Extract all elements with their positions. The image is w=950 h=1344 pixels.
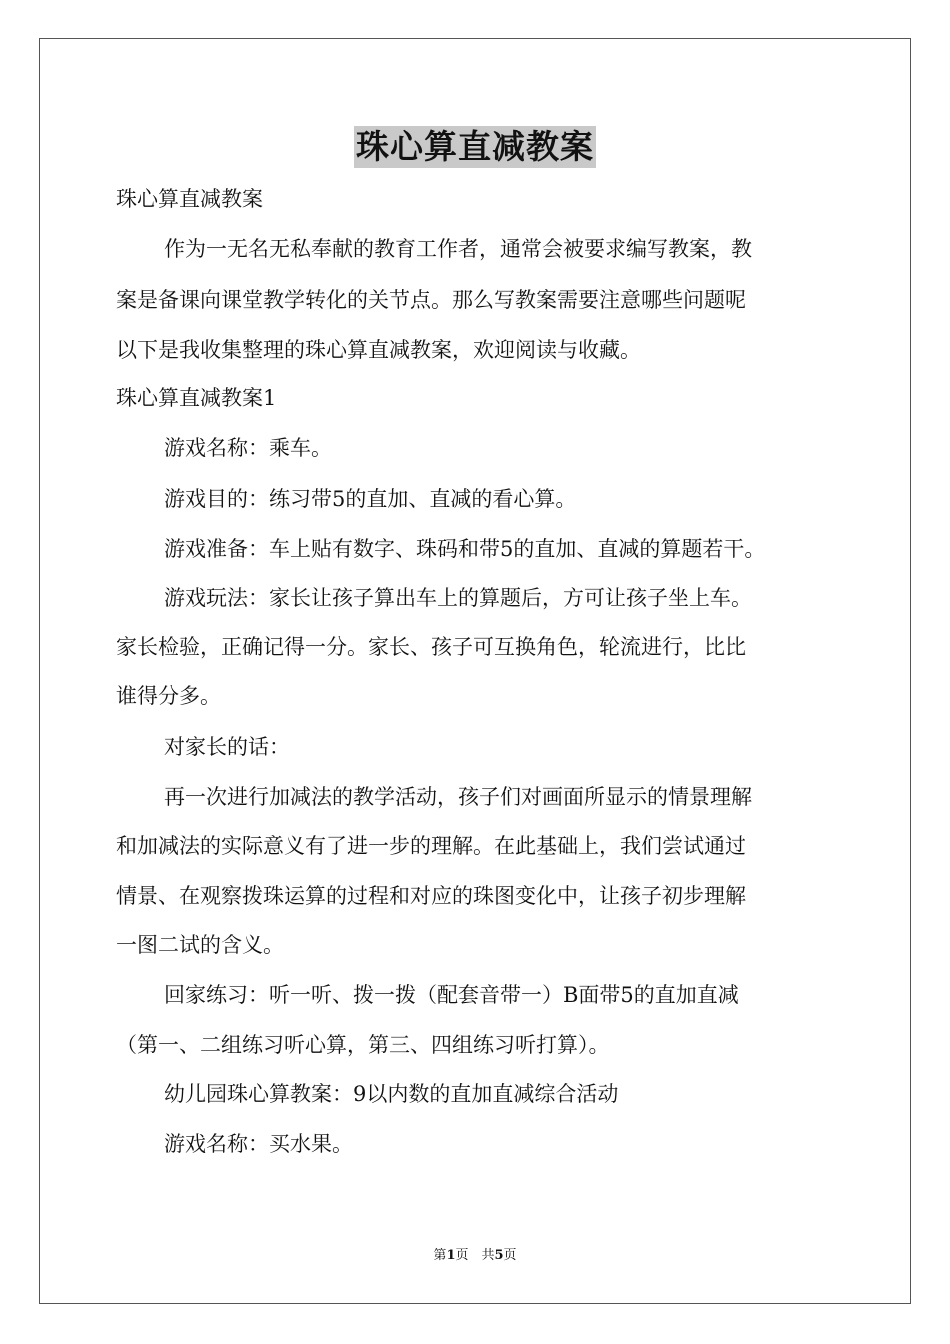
paragraph-line: 游戏名称：乘车。 — [164, 436, 332, 460]
paragraph-line: 谁得分多。 — [116, 684, 221, 708]
paragraph-line: 情景、在观察拨珠运算的过程和对应的珠图变化中，让孩子初步理解 — [116, 884, 746, 908]
paragraph-line: 游戏准备：车上贴有数字、珠码和带5的直加、直减的算题若干。 — [164, 537, 766, 561]
footer-current-page: 1 — [446, 1248, 456, 1263]
footer-suffix: 页 — [503, 1248, 517, 1263]
footer-total-pages: 5 — [494, 1248, 504, 1263]
subtitle-line: 珠心算直减教案 — [116, 187, 263, 211]
paragraph-line: 案是备课向课堂教学转化的关节点。那么写教案需要注意哪些问题呢 — [116, 288, 746, 312]
document-title: 珠心算直减教案 — [356, 127, 594, 166]
footer-prefix: 第 — [433, 1248, 447, 1263]
paragraph-line: 对家长的话： — [164, 735, 290, 759]
paragraph-line: 游戏名称：买水果。 — [164, 1132, 353, 1156]
paragraph-line: 以下是我收集整理的珠心算直减教案，欢迎阅读与收藏。 — [116, 338, 641, 362]
paragraph-line: 一图二试的含义。 — [116, 933, 284, 957]
paragraph-line: 家长检验，正确记得一分。家长、孩子可互换角色，轮流进行，比比 — [116, 635, 746, 659]
paragraph-line: 游戏目的：练习带5的直加、直减的看心算。 — [164, 487, 577, 511]
paragraph-line: 回家练习：听一听、拨一拨（配套音带一）B面带5的直加直减 — [164, 983, 739, 1007]
section-heading: 珠心算直减教案1 — [116, 386, 277, 410]
paragraph-line: 和加减法的实际意义有了进一步的理解。在此基础上，我们尝试通过 — [116, 834, 746, 858]
page-border — [39, 38, 911, 1304]
footer-mid: 页 共 — [455, 1248, 495, 1263]
page-footer — [0, 1247, 950, 1265]
paragraph-line: （第一、二组练习听心算，第三、四组练习听打算）。 — [116, 1033, 610, 1057]
paragraph-line: 游戏玩法：家长让孩子算出车上的算题后，方可让孩子坐上车。 — [164, 586, 752, 610]
paragraph-line: 作为一无名无私奉献的教育工作者，通常会被要求编写教案，教 — [164, 237, 752, 261]
paragraph-line: 再一次进行加减法的教学活动，孩子们对画面所显示的情景理解 — [164, 785, 752, 809]
paragraph-line: 幼儿园珠心算教案：9以内数的直加直减综合活动 — [164, 1082, 619, 1106]
title-wrap — [0, 126, 950, 168]
